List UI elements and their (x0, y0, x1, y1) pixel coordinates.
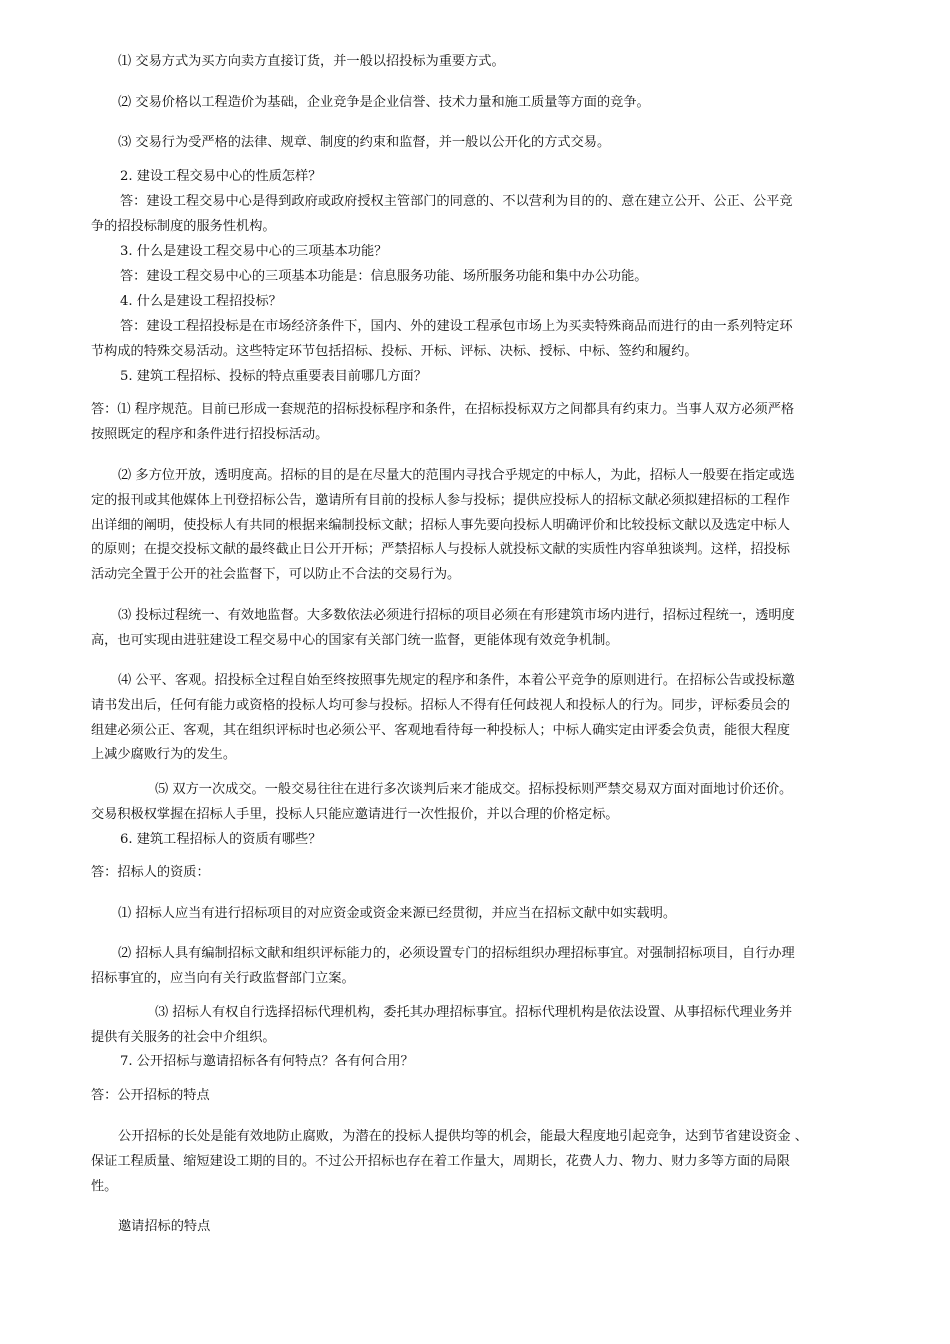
text-line: 答：⑴ 程序规范。目前已形成一套规范的招标投标程序和条件，在招标投标双方之间都具有约束力。当事人双方必须严格 (91, 402, 795, 417)
text-line: 答：公开招标的特点 (91, 1088, 210, 1103)
text-line: 性。 (91, 1179, 118, 1194)
text-line: 定的报刊或其他媒体上刊登招标公告，邀请所有目前的投标人参与投标；提供应投标人的招标文献必须拟建招标的工程作 (91, 493, 790, 508)
question-heading: 7. 公开招标与邀请招标各有何特点？各有何合用？ (120, 1054, 414, 1069)
text-line: ⑶ 招标人有权自行选择招标代理机构，委托其办理招标事宜。招标代理机构是依法设置、从事招标代理业务并 (155, 1005, 793, 1020)
question-heading: 6. 建筑工程招标人的资质有哪些？ (120, 832, 322, 847)
text-line: 招标事宜的，应当向有关行政监督部门立案。 (91, 971, 355, 986)
text-line: 邀请招标的特点 (118, 1219, 211, 1234)
text-line: 按照既定的程序和条件进行招投标活动。 (91, 427, 329, 442)
question-heading: 2. 建设工程交易中心的性质怎样？ (120, 169, 322, 184)
text-line: ⑴ 招标人应当有进行招标项目的对应资金或资金来源已经贯彻，并应当在招标文献中如实载明。 (118, 906, 677, 921)
text-line: ⑴ 交易方式为买方向卖方直接订货，并一般以招投标为重要方式。 (118, 54, 505, 69)
text-line: 交易积极权掌握在招标人手里，投标人只能应邀请进行一次性报价，并以合理的价格定标。 (91, 807, 619, 822)
text-line: ⑵ 多方位开放，透明度高。招标的目的是在尽量大的范围内寻找合乎规定的中标人，为此，招标人一般要在指定或选 (118, 468, 795, 483)
question-heading: 5. 建筑工程招标、投标的特点重要表目前哪几方面？ (120, 369, 427, 384)
question-heading: 3. 什么是建设工程交易中心的三项基本功能？ (120, 244, 388, 259)
text-line: 公开招标的长处是能有效地防止腐败，为潜在的投标人提供均等的机会，能最大程度地引起竞争，达到节省建设资金 、 (118, 1129, 808, 1144)
text-line: ⑵ 交易价格以工程造价为基础，企业竞争是企业信誉、技术力量和施工质量等方面的竞争。 (118, 95, 650, 110)
text-line: ⑸ 双方一次成交。一般交易往往在进行多次谈判后来才能成交。招标投标则严禁交易双方面对面地讨价还价。 (155, 782, 793, 797)
text-line: 答：建设工程交易中心是得到政府或政府授权主管部门的同意的、不以营利为目的的、意在建立公开、公正、公平竞 (120, 194, 793, 209)
text-line: 出详细的阐明，使投标人有共同的根据来编制投标文献；招标人事先要向投标人明确评价和比较投标文献以及选定中标人 (91, 518, 790, 533)
text-line: 保证工程质量、缩短建设工期的目的。不过公开招标也存在着工作量大，周期长，花费人力、物力、财力多等方面的局限 (91, 1154, 790, 1169)
question-heading: 4. 什么是建设工程招投标？ (120, 294, 282, 309)
text-line: 答：建设工程交易中心的三项基本功能是：信息服务功能、场所服务功能和集中办公功能。 (120, 269, 648, 284)
text-line: 争的招投标制度的服务性机构。 (91, 219, 276, 234)
text-line: 节构成的特殊交易活动。这些特定环节包括招标、投标、开标、评标、决标、授标、中标、签约和履约。 (91, 344, 698, 359)
text-line: ⑶ 交易行为受严格的法律、规章、制度的约束和监督，并一般以公开化的方式交易。 (118, 135, 611, 150)
text-line: 的原则；在提交投标文献的最终截止日公开开标；严禁招标人与投标人就投标文献的实质性内容单独谈判。这样，招投标 (91, 542, 790, 557)
text-line: ⑶ 投标过程统一、有效地监督。大多数依法必须进行招标的项目必须在有形建筑市场内进行，招标过程统一，透明度 (118, 608, 795, 623)
text-line: 上减少腐败行为的发生。 (91, 747, 237, 762)
text-line: 答：招标人的资质： (91, 865, 210, 880)
text-line: 请书发出后，任何有能力或资格的投标人均可参与投标。招标人不得有任何歧视人和投标人的行为。同步，评标委员会的 (91, 698, 790, 713)
text-line: 答：建设工程招投标是在市场经济条件下，国内、外的建设工程承包市场上为买卖特殊商品而进行的由一系列特定环 (120, 319, 793, 334)
text-line: 提供有关服务的社会中介组织。 (91, 1030, 276, 1045)
text-line: 组建必须公正、客观，其在组织评标时也必须公平、客观地看待每一种投标人；中标人确实定由评委会负责，能很大程度 (91, 723, 790, 738)
text-line: ⑵ 招标人具有编制招标文献和组织评标能力的，必须设置专门的招标组织办理招标事宜。对强制招标项目，自行办理 (118, 946, 795, 961)
text-line: 活动完全置于公开的社会监督下，可以防止不合法的交易行为。 (91, 567, 461, 582)
text-line: 高，也可实现由进驻建设工程交易中心的国家有关部门统一监督，更能体现有效竞争机制。 (91, 633, 619, 648)
text-line: ⑷ 公平、客观。招投标全过程自始至终按照事先规定的程序和条件，本着公平竞争的原则进行。在招标公告或投标邀 (118, 673, 795, 688)
